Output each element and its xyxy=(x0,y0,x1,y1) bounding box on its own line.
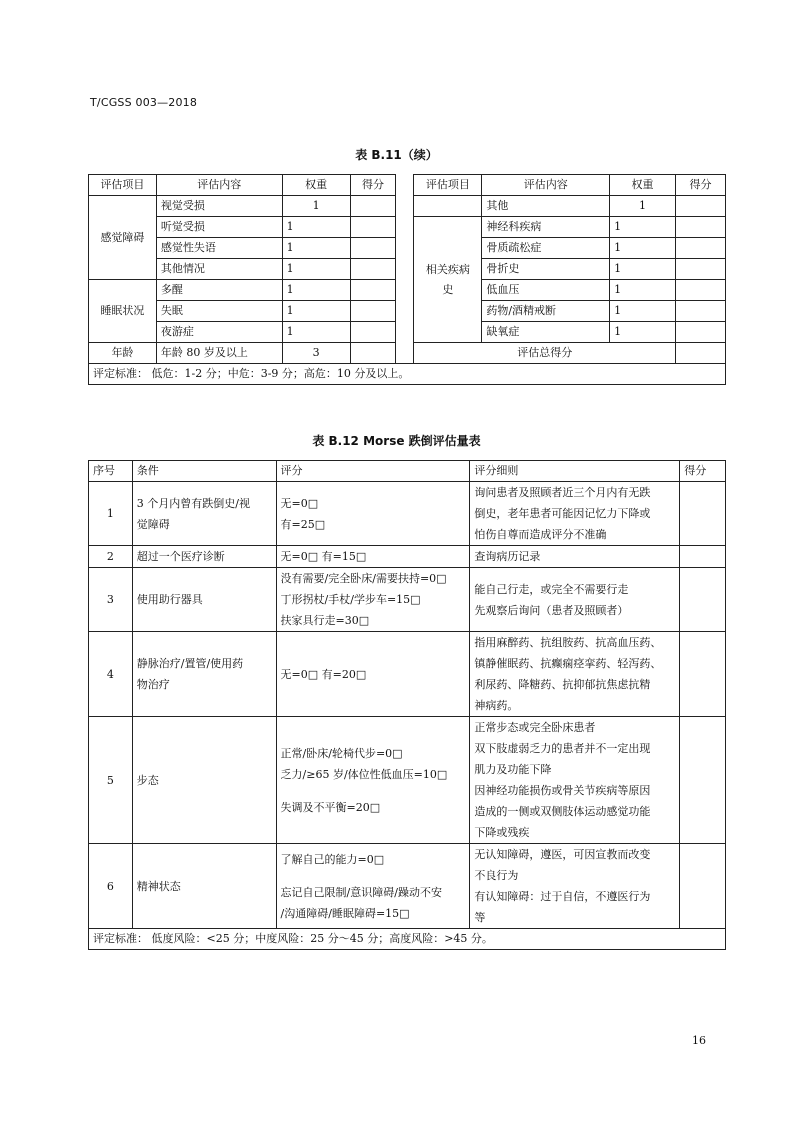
total-score-cell xyxy=(675,343,725,364)
score-cell xyxy=(350,238,396,259)
score-cell xyxy=(350,259,396,280)
table-header-row xyxy=(89,175,726,196)
item-weight: 1 xyxy=(282,196,350,217)
row-condition xyxy=(132,482,276,546)
row-condition xyxy=(132,844,276,929)
row-score-details xyxy=(470,717,680,844)
criteria-text: 评定标准： 低危：1-2 分；中危：3-9 分；高危：10 分及以上。 xyxy=(89,364,726,385)
table-b11-title: 表 B.11（续） xyxy=(355,148,438,162)
item-content: 听觉受损 xyxy=(156,217,282,238)
header-got: 得分 xyxy=(680,461,726,482)
cell-line xyxy=(281,870,466,882)
header-score: 评分 xyxy=(276,461,470,482)
header-weight: 权重 xyxy=(282,175,350,196)
cell-line: 物治疗 xyxy=(136,678,170,691)
cell-line: 忘记自己限制/意识障碍/躁动不安 xyxy=(280,885,442,899)
score-cell xyxy=(680,717,726,844)
score-cell xyxy=(680,568,726,632)
header-item: 评估项目 xyxy=(89,175,157,196)
header-score: 得分 xyxy=(350,175,396,196)
cell-line: 能自己行走，或完全不需要行走 xyxy=(474,582,629,596)
item-content: 视觉受损 xyxy=(156,196,282,217)
cell-line: 3 个月内曾有跌倒史/视 xyxy=(136,496,250,510)
score-cell xyxy=(675,238,725,259)
cell-line: 镇静催眠药、抗癫痫痉挛药、轻泻药、 xyxy=(474,657,662,670)
cell-line: 有=25□ xyxy=(280,517,326,531)
cell-line xyxy=(281,785,466,797)
page-number: 16 xyxy=(692,1034,706,1047)
cell-line: 3 xyxy=(106,593,114,606)
score-cell xyxy=(350,343,396,364)
row-condition xyxy=(132,568,276,632)
score-cell xyxy=(680,546,726,568)
score-cell xyxy=(675,280,725,301)
cell-line: 觉障碍 xyxy=(136,517,170,531)
row-score-options xyxy=(276,568,470,632)
cell-line: 利尿药、降糖药、抗抑郁抗焦虑抗精 xyxy=(474,678,651,691)
header-content: 评估内容 xyxy=(156,175,282,196)
score-cell xyxy=(675,301,725,322)
item-content: 其他情况 xyxy=(156,259,282,280)
cell-line: 双下肢虚弱乏力的患者并不一定出现 xyxy=(474,742,651,755)
item-weight: 1 xyxy=(610,217,676,238)
cell-line: 乏力/≥65 岁/体位性低血压=10□ xyxy=(280,767,448,781)
cell-line: 等 xyxy=(474,911,486,924)
row-score-options xyxy=(276,482,470,546)
item-weight: 1 xyxy=(282,301,350,322)
header-item-right: 评估项目 xyxy=(414,175,482,196)
row-score-options xyxy=(276,717,470,844)
table-row xyxy=(89,717,726,844)
row-score-details xyxy=(470,844,680,929)
cell-line: 下降或残疾 xyxy=(474,826,530,839)
row-score-details xyxy=(470,568,680,632)
table-b12-title: 表 B.12 Morse 跌倒评估量表 xyxy=(312,434,481,448)
score-cell xyxy=(680,482,726,546)
cell-line: 倒史，老年患者可能因记忆力下降或 xyxy=(474,507,651,520)
cell-line: 5 xyxy=(106,773,114,787)
cell-line: 2 xyxy=(106,550,114,563)
document-code: T/CGSS 003—2018 xyxy=(90,96,198,109)
cell-line: 超过一个医疗诊断 xyxy=(136,550,225,563)
total-score-label: 评估总得分 xyxy=(414,343,676,364)
cell-line: 无=0□ xyxy=(280,496,319,510)
item-content: 失眠 xyxy=(156,301,282,322)
row-score-details xyxy=(470,546,680,568)
item-weight: 1 xyxy=(610,238,676,259)
row-number xyxy=(89,482,133,546)
item-content: 骨质疏松症 xyxy=(482,238,610,259)
header-score-right: 得分 xyxy=(675,175,725,196)
score-cell xyxy=(350,196,396,217)
cell-line: 无=0□ 有=20□ xyxy=(280,667,367,681)
cell-line: 查询病历记录 xyxy=(474,550,541,563)
score-cell xyxy=(675,259,725,280)
item-weight: 3 xyxy=(282,343,350,364)
score-cell xyxy=(350,322,396,343)
table-row xyxy=(89,568,726,632)
cell-line: 肌力及功能下降 xyxy=(474,763,552,776)
item-weight: 1 xyxy=(610,196,676,217)
item-content: 多醒 xyxy=(156,280,282,301)
cell-line: 有认知障碍：过于自信，不遵医行为 xyxy=(474,890,651,903)
table-gap xyxy=(396,175,414,364)
cell-line: 怕伤自尊而造成评分不准确 xyxy=(474,528,607,541)
cell-line: 精神状态 xyxy=(136,879,181,893)
header-no: 序号 xyxy=(89,461,133,482)
item-weight: 1 xyxy=(282,259,350,280)
criteria-row xyxy=(89,364,726,385)
cell-line: 4 xyxy=(106,667,114,681)
score-cell xyxy=(350,217,396,238)
row-condition xyxy=(132,632,276,717)
row-score-details xyxy=(470,632,680,717)
cell-line: 使用助行器具 xyxy=(136,593,203,606)
cell-line: 6 xyxy=(106,879,114,893)
cell-line: 静脉治疗/置管/使用药 xyxy=(136,657,244,670)
cell-line: 不良行为 xyxy=(474,869,519,882)
cell-line: 无=0□ 有=15□ xyxy=(280,550,367,563)
item-content: 神经科疾病 xyxy=(482,217,610,238)
cell-line: 神病药。 xyxy=(474,699,519,712)
score-cell xyxy=(675,217,725,238)
item-content: 夜游症 xyxy=(156,322,282,343)
cell-line: 正常/卧床/轮椅代步=0□ xyxy=(280,746,403,760)
row-number xyxy=(89,568,133,632)
cell-line: 无认知障碍，遵医，可因宣教而改变 xyxy=(474,848,651,861)
group-blank xyxy=(414,196,482,217)
criteria-row xyxy=(89,929,726,950)
group-sensory: 感觉障碍 xyxy=(89,196,157,280)
item-weight: 1 xyxy=(610,280,676,301)
item-content: 其他 xyxy=(482,196,610,217)
cell-line: 扶家具行走=30□ xyxy=(280,614,370,627)
table-b12-body xyxy=(89,482,726,929)
table-b11 xyxy=(88,174,726,385)
item-content: 感觉性失语 xyxy=(156,238,282,259)
cell-line: 了解自己的能力=0□ xyxy=(280,852,385,866)
cell-line: 没有需要/完全卧床/需要扶持=0□ xyxy=(280,572,447,585)
row-number xyxy=(89,844,133,929)
score-cell xyxy=(350,301,396,322)
cell-line: /沟通障碍/睡眠障碍=15□ xyxy=(280,906,410,920)
item-weight: 1 xyxy=(610,301,676,322)
table-row xyxy=(89,482,726,546)
score-cell xyxy=(350,280,396,301)
row-number xyxy=(89,632,133,717)
header-weight-right: 权重 xyxy=(610,175,676,196)
header-detail: 评分细则 xyxy=(470,461,680,482)
row-number xyxy=(89,546,133,568)
cell-line: 先观察后询问（患者及照顾者） xyxy=(474,603,629,617)
item-weight: 1 xyxy=(282,280,350,301)
cell-line: 失调及不平衡=20□ xyxy=(280,800,381,814)
cell-line: 指用麻醉药、抗组胺药、抗高血压药、 xyxy=(474,636,662,649)
cell-line: 1 xyxy=(106,507,114,520)
item-weight: 1 xyxy=(282,217,350,238)
table-row xyxy=(89,546,726,568)
row-condition xyxy=(132,546,276,568)
cell-line: 丁形拐杖/手杖/学步车=15□ xyxy=(280,593,421,606)
item-content: 骨折史 xyxy=(482,259,610,280)
item-weight: 1 xyxy=(610,322,676,343)
item-weight: 1 xyxy=(610,259,676,280)
row-score-options xyxy=(276,546,470,568)
item-weight: 1 xyxy=(282,322,350,343)
cell-line: 询问患者及照顾者近三个月内有无跌 xyxy=(474,486,651,499)
cell-line: 造成的一侧或双侧肢体运动感觉功能 xyxy=(474,805,651,818)
row-score-details xyxy=(470,482,680,546)
score-cell xyxy=(675,322,725,343)
item-content: 药物/酒精戒断 xyxy=(482,301,610,322)
header-content-right: 评估内容 xyxy=(482,175,610,196)
group-age: 年龄 xyxy=(89,343,157,364)
item-weight: 1 xyxy=(282,238,350,259)
criteria-text: 评定标准： 低度风险：<25 分；中度风险：25 分～45 分；高度风险：>45 分。 xyxy=(89,929,726,950)
row-score-options xyxy=(276,844,470,929)
table-b12 xyxy=(88,460,726,950)
item-content: 年龄 80 岁及以上 xyxy=(156,343,282,364)
score-cell xyxy=(680,632,726,717)
item-content: 低血压 xyxy=(482,280,610,301)
row-condition xyxy=(132,717,276,844)
group-sleep: 睡眠状况 xyxy=(89,280,157,343)
cell-line: 因神经功能损伤或骨关节疾病等原因 xyxy=(474,784,651,797)
item-content: 缺氧症 xyxy=(482,322,610,343)
row-number xyxy=(89,717,133,844)
header-cond: 条件 xyxy=(132,461,276,482)
cell-line: 正常步态或完全卧床患者 xyxy=(474,721,596,734)
row-score-options xyxy=(276,632,470,717)
table-row xyxy=(89,632,726,717)
table-row xyxy=(89,844,726,929)
group-disease: 相关疾病 史 xyxy=(414,217,482,343)
score-cell xyxy=(675,196,725,217)
score-cell xyxy=(680,844,726,929)
cell-line: 步态 xyxy=(136,773,159,787)
table-header-row xyxy=(89,461,726,482)
